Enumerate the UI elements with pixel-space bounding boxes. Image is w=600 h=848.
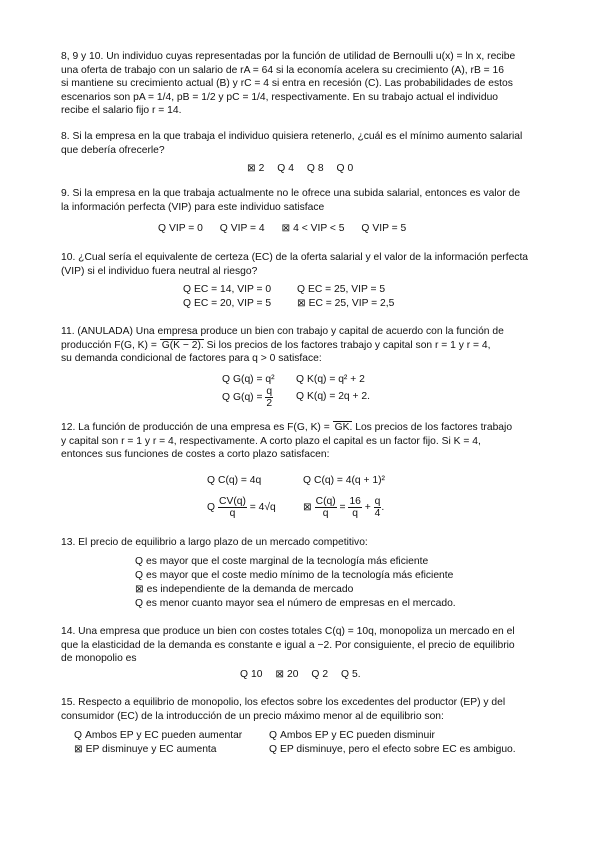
answer-option[interactable]: Q 0 [336,163,354,174]
checkbox-checked[interactable]: ⊠ [303,502,312,514]
fraction: $\frac{16}{q}$ [349,496,361,519]
checkbox[interactable]: Q [336,163,345,174]
question-text: 10. ¿Cual sería el equivalente de certeza (EC) de la oferta salarial y el valor de la información perfecta [61,252,529,263]
question-text: 14. Una empresa que produce un bien con costes totales C(q) = 10q, monopoliza un mercado en el [61,626,515,637]
question-text: (VIP) si el individuo fuera neutral al riesgo? [61,265,258,277]
question-8 [61,130,545,157]
question-text: 12. La función de producción de una empresa es F(G, K) = GK. Los precios de los factores trabajo [61,422,513,433]
question-text: de monopolio es [61,653,137,664]
question-text: que la elasticidad de la demanda es constante e igual a −2. Por consiguiente, el precio de equilibrio [61,639,515,651]
answer-option[interactable]: ⊠ 4 < VIP < 5 [281,223,345,234]
fraction: $\frac{C(q)}{q}$ [315,496,336,519]
question-14 [61,625,545,666]
question-9 [61,187,545,214]
answer-option[interactable]: Q 8 [306,163,324,174]
sqrt-expression: G(K − 2). [161,339,204,351]
checkbox[interactable]: Q [296,374,305,385]
checkbox[interactable]: Q [303,475,312,486]
answer-option[interactable]: ⊠ 2 [247,163,265,174]
question-text: 8. Si la empresa en la que trabaja el individuo quisiera retenerlo, ¿cuál es el mínimo aumento salarial [61,131,523,142]
answer-option[interactable]: Q VIP = 4 [219,223,265,234]
checkbox[interactable]: Q [277,163,286,174]
checkbox[interactable]: Q [269,730,278,741]
checkbox[interactable]: Q [183,298,192,309]
question-text: producción F(G, K) = G(K − 2). Si los precios de los factores trabajo y capital son r = 1 y r = 4, [61,339,491,351]
sqrt-expression: GK. [334,422,353,433]
question-text: su demanda condicional de factores para q > 0 satisface: [61,353,322,364]
answer-option[interactable]: Q C(q) = 4q [207,475,262,486]
answer-option[interactable]: Q 4 [277,163,294,174]
intro-paragraph [61,50,545,118]
question-text: la información perfecta (VIP) para este individuo satisface [61,201,325,213]
answer-option[interactable]: Q Ambos EP y EC pueden disminuir [269,730,435,741]
checkbox[interactable]: Q [269,744,278,755]
answer-option[interactable]: Q 2 [311,669,329,680]
q8-options [247,162,363,176]
checkbox[interactable]: Q [74,730,83,741]
checkbox-checked[interactable]: ⊠ [74,744,83,755]
answer-option[interactable]: Q es menor cuanto mayor sea el número de empresas en el mercado. [135,598,456,609]
answer-option[interactable]: ⊠ EP disminuye y EC aumenta [74,744,217,755]
question-text: consumidor (EC) de la introducción de un precio máximo menor al de equilibrio son: [61,710,444,722]
question-13 [61,536,545,550]
answer-option[interactable]: Q 5. [340,669,361,680]
fraction: $\frac{CV(q)}{q}$ [219,496,246,519]
answer-option[interactable]: Q EC = 20, VIP = 5 [183,298,272,309]
checkbox[interactable]: Q [222,374,231,385]
answer-option[interactable]: Q es mayor que el coste marginal de la tecnología más eficiente [135,556,429,567]
question-text: 15. Respecto a equilibrio de monopolio, los efectos sobre los excedentes del productor (EP) y del [61,697,506,708]
question-text: que debería ofrecerle? [61,144,165,156]
checkbox-checked[interactable]: ⊠ [247,163,256,174]
checkbox[interactable]: Q [158,223,167,234]
checkbox[interactable]: Q [296,391,305,402]
checkbox[interactable]: Q [222,392,231,404]
question-11 [61,325,545,366]
checkbox[interactable]: Q [297,284,306,295]
answer-option[interactable]: ⊠ EC = 25, VIP = 2,5 [297,298,395,309]
q9-options [158,222,416,236]
fraction: $\frac{q}{4}$ [374,496,381,519]
answer-option[interactable]: ⊠ 20 [275,669,299,680]
fraction: $\frac{q}{2}$ [266,386,273,409]
question-15 [61,696,545,723]
question-text: y capital son r = 1 y r = 4, respectivamente. A corto plazo el capital es un factor fijo. Si K = 4, [61,435,481,447]
answer-option[interactable]: Q G(q) = $\frac{q}{2}$ [222,386,273,409]
checkbox-checked[interactable]: ⊠ [281,223,291,234]
checkbox[interactable]: Q [361,223,370,234]
question-text: entonces sus funciones de costes a corto plazo satisfacen: [61,449,330,460]
question-text: 13. El precio de equilibrio a largo plazo de un mercado competitivo: [61,537,368,548]
checkbox[interactable]: Q [311,669,320,680]
answer-option[interactable]: ⊠ $\frac{C(q)}{q}$ = $\frac{16}{q}$ + $\frac{q}{4}$ . [303,496,385,519]
checkbox[interactable]: Q [135,570,144,581]
answer-option[interactable]: Q G(q) = q² [222,374,275,385]
checkbox[interactable]: Q [135,598,144,609]
checkbox[interactable]: Q [306,163,315,174]
answer-option[interactable]: Q 10 [240,669,263,680]
intro-line: recibe el salario fijo r = 14. [61,105,182,116]
answer-option[interactable]: Q $\frac{CV(q)}{q}$ = 4√q [207,496,276,519]
checkbox-checked[interactable]: ⊠ [135,584,144,595]
answer-option[interactable]: Q VIP = 0 [158,223,203,234]
checkbox[interactable]: Q [240,669,249,680]
answer-option[interactable]: Q EP disminuye, pero el efecto sobre EC es ambiguo. [269,744,516,755]
answer-option[interactable]: Q K(q) = q² + 2 [296,374,365,385]
question-text: 9. Si la empresa en la que trabaja actualmente no le ofrece una subida salarial, entonces es valor de [61,188,521,199]
question-text: 11. (ANULADA) Una empresa produce un bien con trabajo y capital de acuerdo con la función de [61,326,504,337]
intro-line: 8, 9 y 10. Un individuo cuyas representadas por la función de utilidad de Bernoulli u(x) = ln x, recibe [61,51,516,62]
answer-option[interactable]: Q K(q) = 2q + 2. [296,391,370,402]
answer-option[interactable]: Q Ambos EP y EC pueden aumentar [74,730,243,741]
checkbox[interactable]: Q [219,223,228,234]
answer-option[interactable]: Q es mayor que el coste medio mínimo de la tecnología más eficiente [135,570,454,581]
answer-option[interactable]: ⊠ es independiente de la demanda de mercado [135,584,354,595]
intro-line: una oferta de trabajo con un salario de rA = 64 si la economía acelera su crecimiento (A), rB = 16 [61,64,505,76]
question-10 [61,251,545,278]
question-12 [61,421,545,462]
intro-line: escenarios son pA = 1/4, pB = 1/2 y pC = 1/4, respectivamente. En su trabajo actual el individuo [61,91,499,103]
checkbox[interactable]: Q [135,556,144,567]
checkbox[interactable]: Q [340,669,349,680]
checkbox[interactable]: Q [183,284,192,295]
checkbox-checked[interactable]: ⊠ [275,669,284,680]
q14-options [240,668,371,682]
checkbox-checked[interactable]: ⊠ [297,298,306,309]
answer-option[interactable]: Q EC = 25, VIP = 5 [297,284,386,295]
answer-option[interactable]: Q VIP = 5 [361,223,407,234]
checkbox[interactable]: Q [207,475,216,486]
checkbox[interactable]: Q [207,502,216,514]
answer-option[interactable]: Q EC = 14, VIP = 0 [183,284,272,295]
intro-line: si mantiene su crecimiento actual (B) y rC = 4 si entra en recesión (C). Las probabilidades de estos [61,78,513,89]
answer-option[interactable]: Q C(q) = 4(q + 1)² [303,475,385,486]
